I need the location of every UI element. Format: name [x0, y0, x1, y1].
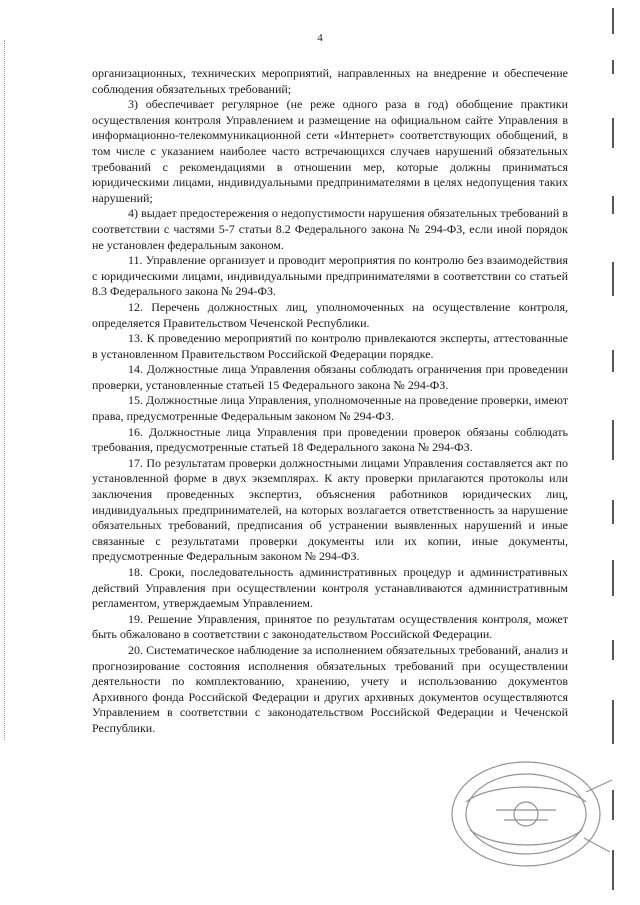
paragraph-14: 14. Должностные лица Управления обязаны соблюдать ограничения при проведении проверки, установленные статьей 15 Федерального закона № 294-ФЗ.	[92, 362, 568, 392]
paragraph-20: 20. Систематическое наблюдение за исполнением обязательных требований, анализ и прогнозирование состояния исполнения обязательных требований при осуществлении деятельности по комплектованию, хранению, учету и использованию документов Архивного фонда Российской Федерации и других архивных документов осуществляются Управлением в соответствии с законодательством Российской Федерации и Чеченской Республики.	[92, 642, 568, 735]
left-scan-edge	[4, 40, 6, 740]
paragraph-13: 13. К проведению мероприятий по контролю привлекаются эксперты, аттестованные в установленном Правительством Российской Федерации порядке.	[92, 331, 568, 361]
paragraph-12: 12. Перечень должностных лиц, уполномоченных на осуществление контроля, определяется Правительством Чеченской Республики.	[92, 299, 568, 330]
paragraph-18: 18. Сроки, последовательность административных процедур и административных действий Управления при осуществлении контроля устанавливаются административным регламентом, утверждаемым Управлением.	[92, 565, 568, 611]
document-body	[92, 66, 568, 737]
paragraph-16: 16. Должностные лица Управления при проведении проверок обязаны соблюдать требования, предусмотренные статьей 18 Федерального закона № 294-ФЗ.	[92, 424, 568, 455]
paragraph-11: 11. Управление организует и проводит мероприятия по контролю без взаимодействия с юридическими лицами, индивидуальными предпринимателями в соответствии со статьей 8.3 Федерального закона № 294-ФЗ.	[92, 253, 568, 299]
paragraph-17: 17. По результатам проверки должностными лицами Управления составляется акт по установленной форме в двух экземплярах. К акту проверки прилагаются протоколы или заключения проведенных экспертиз, объяснения работников юридических лиц, индивидуальных предпринимателей, на которых возлагается ответственность за нарушение обязательных требований, предписания об устранении выявленных нарушений и иные связанные с результатами проверки документы или их копии, иные документы, предусмотренные Федеральным законом № 294-ФЗ.	[92, 455, 568, 564]
page-number: 4	[317, 32, 323, 44]
seal-stamp	[446, 752, 616, 872]
paragraph-19: 19. Решение Управления, принятое по результатам осуществления контроля, может быть обжаловано в соответствии с законодательством Российской Федерации.	[92, 611, 568, 642]
paragraph-15: 15. Должностные лица Управления, уполномоченные на проведение проверки, имеют права, предусмотренные Федеральным законом № 294-ФЗ.	[92, 393, 568, 424]
paragraph-continuation: организационных, технических мероприятий, направленных на внедрение и обеспечение соблюдения обязательных требований;	[92, 66, 568, 96]
paragraph-item-4: 4) выдает предостережения о недопустимости нарушения обязательных требований в соответствии с частями 5-7 статьи 8.2 Федерального закона № 294-ФЗ, если иной порядок не установлен федеральным законом.	[92, 206, 568, 252]
paragraph-item-3: 3) обеспечивает регулярное (не реже одного раза в год) обобщение практики осуществления контроля Управлением и размещение на официальном сайте Управления в информационно-телекоммуникационной сети «Интернет» соответствующих обобщений, в том числе с указанием наиболее часто встречающихся случаев нарушений обязательных требований с рекомендациями в отношении мер, которые должны приниматься юридическими лицами, индивидуальными предпринимателями в целях недопущения таких нарушений;	[92, 97, 568, 205]
